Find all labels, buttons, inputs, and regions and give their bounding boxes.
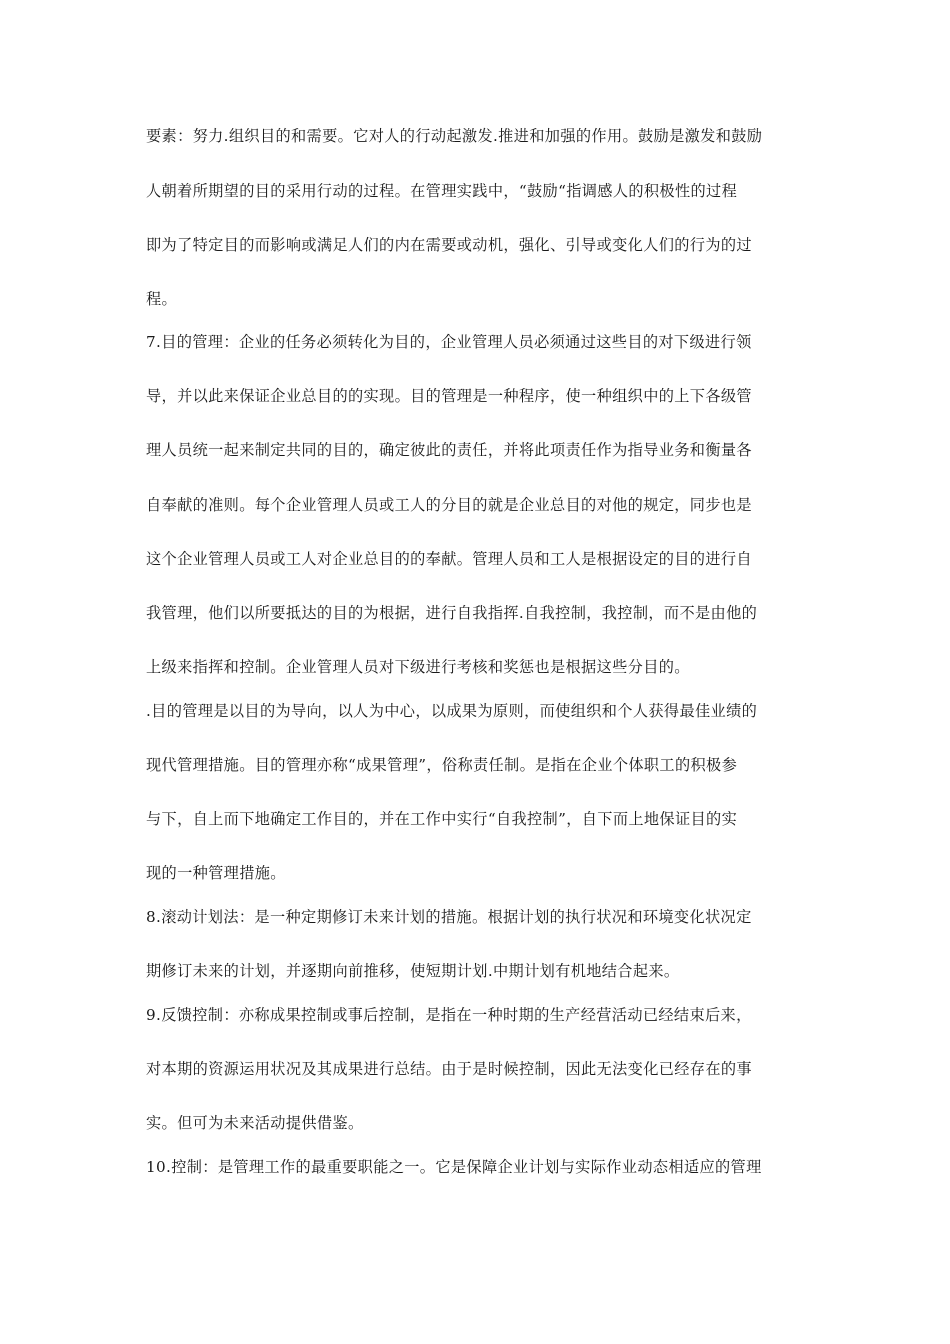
text-line: 人朝着所期望的目的采用行动的过程。在管理实践中，“鼓励“指调感人的积极性的过程 [146, 182, 738, 200]
text-line: 自奉献的准则。每个企业管理人员或工人的分目的就是企业总目的对他的规定，同步也是 [146, 496, 752, 514]
text-line: .目的管理是以目的为导向，以人为中心，以成果为原则，而使组织和个人获得最佳业绩的 [146, 702, 758, 720]
text-line: 7.目的管理：企业的任务必须转化为目的，企业管理人员必须通过这些目的对下级进行领 [146, 333, 752, 351]
text-line: 10.控制：是管理工作的最重要职能之一。它是保障企业计划与实际作业动态相适应的管理 [146, 1158, 762, 1176]
text-line: 程。 [146, 290, 178, 308]
text-line: 与下，自上而下地确定工作目的，并在工作中实行“自我控制”，自下而上地保证目的实 [146, 810, 738, 828]
text-line: 实。但可为未来活动提供借鉴。 [146, 1114, 364, 1132]
text-line: 8.滚动计划法：是一种定期修订未来计划的措施。根据计划的执行状况和环境变化状况定 [146, 908, 752, 926]
text-line: 要素：努力.组织目的和需要。它对人的行动起激发.推进和加强的作用。鼓励是激发和鼓励 [146, 127, 763, 145]
text-line: 导，并以此来保证企业总目的的实现。目的管理是一种程序，使一种组织中的上下各级管 [146, 387, 752, 405]
text-line: 即为了特定目的而影响或满足人们的内在需要或动机，强化、引导或变化人们的行为的过 [146, 236, 752, 254]
text-line: 上级来指挥和控制。企业管理人员对下级进行考核和奖惩也是根据这些分目的。 [146, 658, 690, 676]
text-line: 我管理，他们以所要抵达的目的为根据，进行自我指挥.自我控制，我控制，而不是由他的 [146, 604, 758, 622]
text-line: 理人员统一起来制定共同的目的，确定彼此的责任，并将此项责任作为指导业务和衡量各 [146, 441, 752, 459]
text-line: 这个企业管理人员或工人对企业总目的的奉献。管理人员和工人是根据设定的目的进行自 [146, 550, 752, 568]
text-line: 9.反馈控制：亦称成果控制或事后控制，是指在一种时期的生产经营活动已经结束后来， [146, 1006, 752, 1024]
text-line: 现的一种管理措施。 [146, 864, 286, 882]
text-line: 期修订未来的计划，并逐期向前推移，使短期计划.中期计划有机地结合起来。 [146, 962, 680, 980]
text-line: 对本期的资源运用状况及其成果进行总结。由于是时候控制，因此无法变化已经存在的事 [146, 1060, 752, 1078]
text-line: 现代管理措施。目的管理亦称“成果管理”，俗称责任制。是指在企业个体职工的积极参 [146, 756, 738, 774]
